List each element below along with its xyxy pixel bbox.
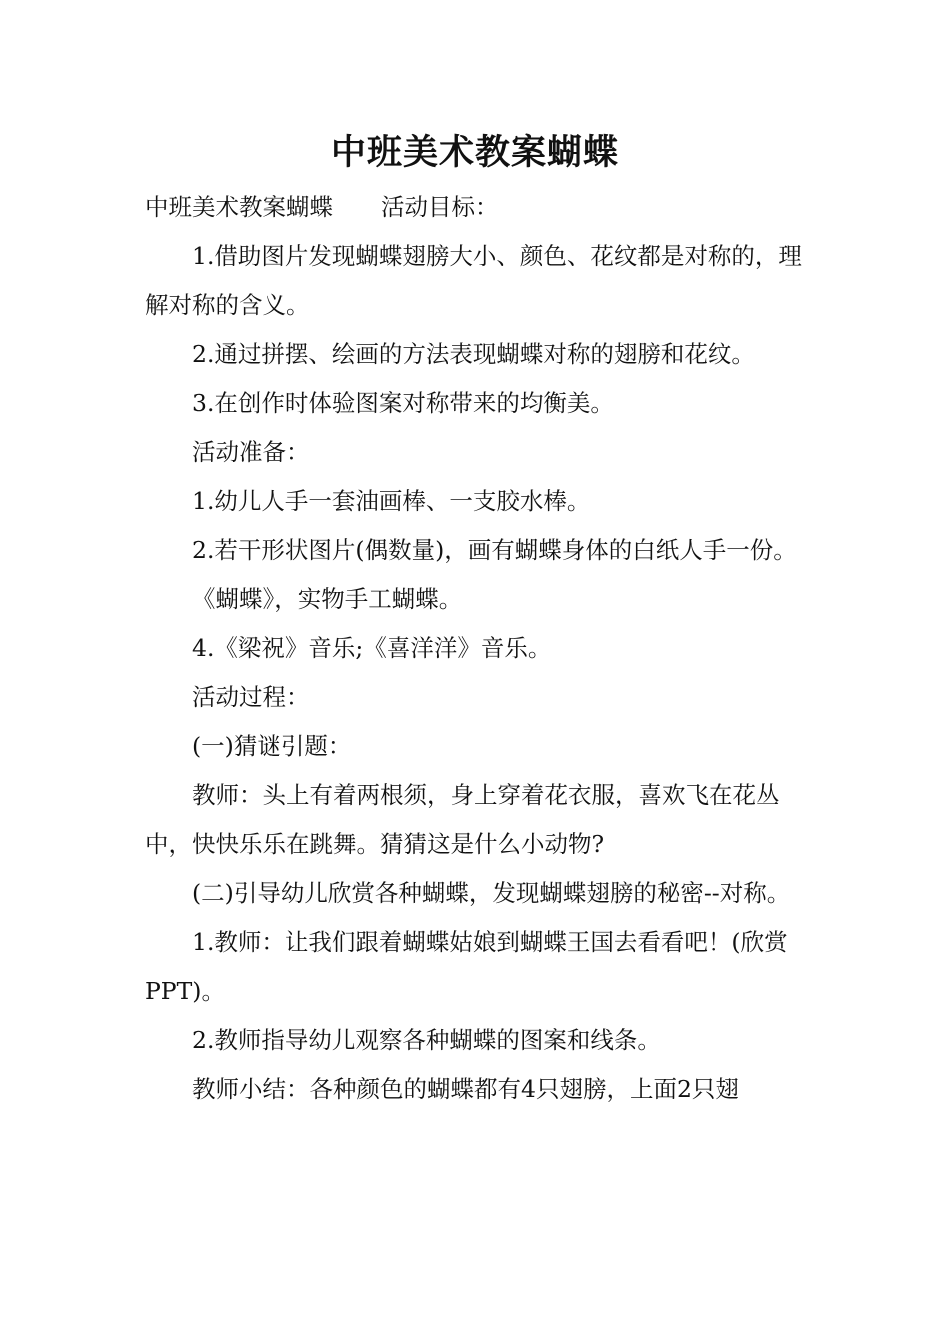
paragraph: 2.教师指导幼儿观察各种蝴蝶的图案和线条。 xyxy=(192,1026,661,1054)
paragraph: 2.通过拼摆、绘画的方法表现蝴蝶对称的翅膀和花纹。 xyxy=(192,340,755,368)
paragraph: 1.幼儿人手一套油画棒、一支胶水棒。 xyxy=(192,487,591,515)
paragraph: 教师小结：各种颜色的蝴蝶都有4只翅膀，上面2只翅 xyxy=(192,1075,739,1103)
paragraph: 教师：头上有着两根须，身上穿着花衣服，喜欢飞在花丛中，快快乐乐在跳舞。猜猜这是什么小动物? xyxy=(145,781,780,858)
intro-title: 中班美术教案蝴蝶 xyxy=(145,193,333,221)
paragraph: 2.若干形状图片(偶数量)，画有蝴蝶身体的白纸人手一份。 xyxy=(192,536,797,564)
section-heading: 活动准备： xyxy=(192,438,310,466)
intro-line xyxy=(145,183,810,232)
paragraph: 1.借助图片发现蝴蝶翅膀大小、颜色、花纹都是对称的，理解对称的含义。 xyxy=(145,242,802,319)
intro-heading: 活动目标： xyxy=(381,193,499,221)
section-heading: 活动过程： xyxy=(192,683,310,711)
paragraph: 《蝴蝶》，实物手工蝴蝶。 xyxy=(192,585,463,613)
document-title: 中班美术教案蝴蝶 xyxy=(330,133,619,173)
paragraph: (一)猜谜引题： xyxy=(192,732,352,760)
document-body xyxy=(145,183,810,1114)
paragraph: 1.教师：让我们跟着蝴蝶姑娘到蝴蝶王国去看看吧！(欣赏PPT)。 xyxy=(145,928,788,1005)
paragraph: (二)引导幼儿欣赏各种蝴蝶，发现蝴蝶翅膀的秘密--对称。 xyxy=(192,879,791,907)
paragraph: 4.《梁祝》音乐;《喜洋洋》音乐。 xyxy=(192,634,552,662)
paragraph: 3.在创作时体验图案对称带来的均衡美。 xyxy=(192,389,614,417)
